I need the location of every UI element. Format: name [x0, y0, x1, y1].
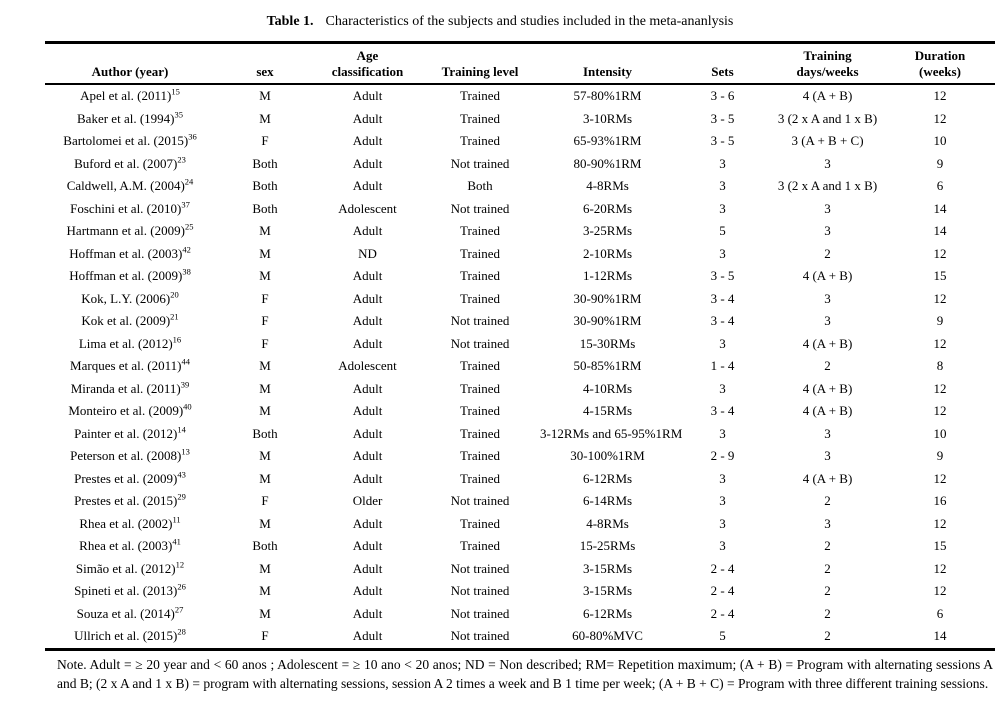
author-text: Kok, L.Y. (2006) [81, 290, 171, 306]
table-row [45, 243, 995, 266]
cell-duration: 9 [936, 155, 944, 171]
cell-sets: 3 - 4 [710, 403, 735, 418]
reference-superscript: 42 [182, 244, 191, 255]
cell-days: 4 (A + B) [802, 470, 853, 486]
cell-sex: M [259, 110, 271, 126]
column-header-sex: sex [215, 43, 315, 85]
cell-training: Trained [460, 515, 500, 531]
reference-superscript: 37 [181, 199, 190, 210]
cell-days: 2 [824, 538, 831, 553]
cell-intensity: 6-14RMs [582, 493, 633, 508]
cell-days: 3 [824, 425, 831, 441]
cell-intensity: 15-30RMs [579, 335, 636, 351]
table-row [45, 400, 995, 423]
cell-age: Adult [352, 605, 383, 621]
cell-duration: 8 [936, 358, 944, 373]
cell-sex: F [261, 493, 269, 508]
cell-sets: 2 - 4 [710, 560, 735, 576]
cell-intensity: 1-12RMs [582, 268, 633, 283]
author-text: Spineti et al. (2013) [74, 583, 178, 598]
column-header-intensity: Intensity [540, 43, 675, 85]
reference-superscript: 39 [180, 379, 190, 390]
cell-duration: 14 [933, 628, 947, 643]
cell-author [45, 558, 215, 581]
reference-superscript: 25 [184, 221, 194, 232]
reference-superscript: 44 [181, 356, 190, 367]
cell-author [45, 265, 215, 288]
reference-superscript: 24 [184, 176, 194, 187]
reference-superscript: 29 [177, 491, 186, 502]
author-text: Caldwell, A.M. (2004) [66, 178, 185, 193]
cell-sex: M [259, 605, 271, 621]
author-text: Prestes et al. (2009) [74, 470, 178, 486]
cell-sex: F [261, 335, 269, 351]
cell-age: Adolescent [338, 358, 397, 373]
author-text: Simão et al. (2012) [75, 560, 176, 576]
cell-age: Adult [352, 448, 383, 463]
table-row [45, 175, 995, 198]
cell-sets: 3 - 5 [710, 268, 735, 283]
table-header [45, 43, 995, 85]
author-text: Baker et al. (1994) [77, 110, 175, 126]
table-row [45, 603, 995, 626]
cell-author [45, 490, 215, 513]
table-row [45, 153, 995, 176]
cell-days: 3 [824, 448, 831, 463]
cell-intensity: 3-15RMs [582, 583, 633, 598]
table-row [45, 558, 995, 581]
cell-intensity: 65-93%1RM [573, 133, 642, 148]
cell-age: Adult [352, 290, 383, 306]
cell-age: Adult [352, 335, 383, 351]
reference-superscript: 14 [177, 424, 186, 435]
cell-days: 2 [824, 560, 831, 576]
cell-intensity: 80-90%1RM [573, 155, 642, 171]
author-text: Hoffman et al. (2003) [69, 245, 183, 261]
cell-age: Adult [352, 178, 383, 193]
cell-intensity: 30-90%1RM [573, 313, 642, 328]
cell-training: Not trained [450, 605, 510, 621]
cell-sets: 5 [719, 223, 726, 238]
author-text: Rhea et al. (2002) [79, 515, 173, 531]
cell-training: Not trained [450, 628, 510, 643]
cell-duration: 12 [933, 245, 947, 261]
cell-duration: 12 [933, 403, 947, 418]
table-row [45, 310, 995, 333]
cell-age: Adult [352, 403, 383, 418]
cell-days: 2 [824, 245, 831, 261]
cell-duration: 12 [933, 583, 947, 598]
cell-intensity: 6-12RMs [582, 470, 633, 486]
table-row [45, 333, 995, 356]
cell-days: 2 [824, 493, 831, 508]
cell-days: 3 [824, 313, 831, 328]
cell-sets: 2 - 9 [710, 448, 735, 463]
cell-duration: 12 [933, 290, 947, 306]
cell-sex: M [259, 403, 271, 418]
cell-age: Adult [352, 380, 383, 396]
cell-sets: 3 - 6 [710, 88, 735, 103]
cell-days: 2 [824, 358, 831, 373]
cell-author [45, 288, 215, 311]
cell-training: Trained [460, 223, 500, 238]
cell-training: Trained [460, 268, 500, 283]
author-text: Apel et al. (2011) [80, 88, 172, 103]
header-row [45, 43, 995, 85]
cell-sex: M [259, 448, 271, 463]
cell-training: Not trained [450, 313, 510, 328]
cell-days: 3 [824, 200, 831, 216]
cell-author [45, 310, 215, 333]
cell-age: Adult [352, 155, 383, 171]
cell-author [45, 535, 215, 558]
cell-sets: 3 [719, 515, 726, 531]
cell-duration: 12 [933, 110, 947, 126]
author-text: Hoffman et al. (2009) [69, 268, 183, 283]
cell-training: Not trained [450, 155, 510, 171]
table-number-label: Table 1. [266, 14, 314, 29]
reference-superscript: 40 [183, 401, 192, 412]
table-row [45, 198, 995, 221]
cell-days: 4 (A + B) [802, 380, 853, 396]
author-text: Painter et al. (2012) [74, 425, 178, 441]
cell-training: Trained [460, 448, 500, 463]
cell-age: Adult [352, 470, 383, 486]
cell-duration: 12 [933, 515, 947, 531]
author-text: Marques et al. (2011) [70, 358, 182, 373]
table-row [45, 625, 995, 649]
column-header-age: Age classification [315, 43, 420, 85]
table-caption-text: Characteristics of the subjects and studies included in the meta-ananlysis [325, 14, 734, 29]
cell-sets: 3 [719, 200, 726, 216]
cell-author [45, 445, 215, 468]
cell-days: 4 (A + B) [802, 268, 853, 283]
reference-superscript: 23 [177, 154, 186, 165]
table-footnote: Note. Adult = ≥ 20 year and < 60 anos ; Adolescent = ≥ 10 ano < 20 anos; ND = Non described; RM= Repetition maximum; (A + B) = Program with alternating sessions A and B; (2 x A and 1 x B) = program with alternating sessions, session A 2 times a week and B 1 time per week; (A + B + C) = Program with three different training sessions. [57, 656, 993, 691]
cell-author [45, 198, 215, 221]
cell-sets: 3 [719, 538, 726, 553]
cell-sex: Both [252, 178, 278, 193]
cell-training: Not trained [450, 200, 510, 216]
cell-sex: M [259, 245, 271, 261]
cell-author [45, 355, 215, 378]
cell-age: Adult [352, 313, 383, 328]
cell-author [45, 423, 215, 446]
table-row [45, 108, 995, 131]
cell-author [45, 603, 215, 626]
cell-sets: 3 - 5 [710, 110, 735, 126]
cell-sets: 3 [719, 155, 726, 171]
cell-training: Trained [460, 425, 500, 441]
cell-duration: 9 [936, 313, 944, 328]
table-row [45, 535, 995, 558]
cell-author [45, 333, 215, 356]
cell-sex: M [259, 223, 271, 238]
table-row [45, 580, 995, 603]
author-text: Buford et al. (2007) [74, 155, 178, 171]
reference-superscript: 16 [172, 334, 182, 345]
cell-age: Adult [352, 88, 383, 103]
reference-superscript: 12 [175, 559, 185, 570]
cell-sets: 2 - 4 [710, 583, 735, 598]
author-text: Monteiro et al. (2009) [68, 403, 184, 418]
table-row [45, 355, 995, 378]
cell-training: Not trained [450, 493, 510, 508]
cell-days: 3 [824, 155, 831, 171]
reference-superscript: 27 [174, 604, 184, 615]
table-caption [0, 0, 1000, 31]
reference-superscript: 28 [177, 626, 186, 637]
cell-sex: Both [252, 200, 278, 216]
table-row [45, 220, 995, 243]
table-row [45, 288, 995, 311]
column-header-sets: Sets [675, 43, 770, 85]
cell-intensity: 57-80%1RM [573, 88, 642, 103]
cell-sex: Both [252, 538, 278, 553]
reference-superscript: 21 [170, 311, 179, 322]
cell-intensity: 30-100%1RM [570, 448, 645, 463]
cell-age: Adult [352, 538, 383, 553]
cell-age: Adult [352, 268, 383, 283]
cell-sets: 3 [719, 380, 726, 396]
reference-superscript: 36 [188, 131, 197, 142]
cell-age: Adult [352, 628, 383, 643]
cell-intensity: 4-8RMs [586, 178, 629, 193]
cell-sets: 3 [719, 245, 726, 261]
cell-sets: 3 [719, 493, 726, 508]
author-text: Ullrich et al. (2015) [74, 628, 178, 643]
cell-sex: F [261, 313, 269, 328]
cell-training: Not trained [450, 583, 510, 598]
table-row [45, 445, 995, 468]
cell-sex: M [259, 268, 271, 283]
table-row [45, 513, 995, 536]
cell-sex: F [261, 290, 269, 306]
cell-days: 2 [824, 583, 831, 598]
author-text: Bartolomei et al. (2015) [63, 133, 189, 148]
cell-intensity: 3-10RMs [582, 110, 633, 126]
cell-intensity: 6-12RMs [582, 605, 633, 621]
author-text: Souza et al. (2014) [76, 605, 175, 621]
cell-training: Trained [460, 380, 500, 396]
reference-superscript: 20 [170, 289, 179, 300]
cell-age: Adult [352, 223, 383, 238]
cell-author [45, 378, 215, 401]
cell-duration: 14 [933, 223, 947, 238]
column-header-author: Author (year) [45, 43, 215, 85]
cell-days: 2 [824, 605, 831, 621]
cell-duration: 14 [933, 200, 947, 216]
cell-duration: 6 [936, 178, 944, 193]
cell-author [45, 175, 215, 198]
cell-days: 4 (A + B) [802, 403, 853, 418]
author-text: Peterson et al. (2008) [70, 448, 182, 463]
cell-age: Adult [352, 583, 383, 598]
cell-training: Trained [460, 133, 500, 148]
cell-intensity: 4-8RMs [586, 515, 629, 531]
cell-sets: 3 - 4 [710, 290, 735, 306]
table-row [45, 265, 995, 288]
cell-age: ND [358, 245, 377, 261]
author-text: Lima et al. (2012) [78, 335, 173, 351]
cell-intensity: 30-90%1RM [573, 290, 642, 306]
cell-days: 3 [824, 515, 831, 531]
table-row [45, 468, 995, 491]
cell-days: 2 [824, 628, 831, 643]
characteristics-table [45, 41, 995, 651]
cell-author [45, 130, 215, 153]
cell-duration: 15 [933, 268, 947, 283]
cell-duration: 10 [933, 425, 947, 441]
cell-sex: M [259, 583, 271, 598]
cell-age: Adult [352, 110, 383, 126]
cell-days: 3 (2 x A and 1 x B) [777, 178, 878, 193]
cell-duration: 12 [933, 380, 947, 396]
cell-author [45, 243, 215, 266]
cell-training: Trained [460, 290, 500, 306]
cell-sex: M [259, 515, 271, 531]
cell-sets: 3 [719, 335, 726, 351]
reference-superscript: 11 [172, 514, 181, 525]
author-text: Hartmann et al. (2009) [66, 223, 185, 238]
cell-intensity: 3-25RMs [582, 223, 633, 238]
table-row [45, 130, 995, 153]
cell-duration: 10 [933, 133, 947, 148]
cell-sex: M [259, 470, 271, 486]
reference-superscript: 26 [177, 581, 186, 592]
cell-intensity: 50-85%1RM [573, 358, 642, 373]
reference-superscript: 35 [174, 109, 183, 120]
reference-superscript: 43 [177, 469, 186, 480]
cell-sets: 3 [719, 178, 726, 193]
cell-author [45, 580, 215, 603]
cell-training: Trained [460, 358, 500, 373]
author-text: Foschini et al. (2010) [70, 200, 182, 216]
cell-duration: 12 [933, 88, 947, 103]
cell-duration: 12 [933, 560, 947, 576]
cell-sex: M [259, 560, 271, 576]
cell-author [45, 513, 215, 536]
cell-intensity: 60-80%MVC [572, 628, 643, 643]
cell-training: Trained [460, 110, 500, 126]
cell-age: Adult [352, 133, 383, 148]
cell-sets: 2 - 4 [710, 605, 735, 621]
cell-duration: 15 [933, 538, 947, 553]
cell-sets: 5 [719, 628, 726, 643]
cell-training: Not trained [450, 560, 510, 576]
cell-duration: 9 [936, 448, 944, 463]
cell-age: Adult [352, 560, 383, 576]
cell-author [45, 468, 215, 491]
author-text: Rhea et al. (2003) [79, 538, 173, 553]
reference-superscript: 38 [182, 266, 191, 277]
reference-superscript: 13 [181, 446, 190, 457]
cell-sets: 3 [719, 425, 726, 441]
reference-superscript: 41 [172, 536, 181, 547]
cell-duration: 16 [933, 493, 947, 508]
cell-author [45, 108, 215, 131]
cell-sex: Both [252, 425, 278, 441]
cell-sets: 1 - 4 [710, 358, 735, 373]
cell-intensity: 3-12RMs and 65-95%1RM [540, 425, 683, 441]
cell-intensity: 6-20RMs [582, 200, 633, 216]
cell-training: Trained [460, 403, 500, 418]
cell-intensity: 4-10RMs [582, 380, 633, 396]
cell-training: Trained [460, 538, 500, 553]
cell-training: Trained [460, 470, 500, 486]
cell-sex: M [259, 380, 271, 396]
cell-sex: F [261, 628, 269, 643]
cell-days: 3 (2 x A and 1 x B) [777, 110, 878, 126]
cell-author [45, 625, 215, 649]
author-text: Prestes et al. (2015) [74, 493, 178, 508]
cell-intensity: 2-10RMs [582, 245, 633, 261]
cell-intensity: 15-25RMs [579, 538, 636, 553]
cell-author [45, 400, 215, 423]
cell-age: Adolescent [338, 200, 397, 216]
table-row [45, 84, 995, 108]
cell-training: Trained [460, 245, 500, 261]
cell-sets: 3 - 4 [710, 313, 735, 328]
author-text: Kok et al. (2009) [81, 313, 171, 328]
cell-duration: 12 [933, 470, 947, 486]
cell-duration: 6 [936, 605, 944, 621]
cell-sets: 3 [719, 470, 726, 486]
cell-intensity: 3-15RMs [582, 560, 633, 576]
cell-age: Adult [352, 515, 383, 531]
cell-days: 3 [824, 290, 831, 306]
cell-sex: M [259, 358, 271, 373]
cell-training: Both [467, 178, 493, 193]
reference-superscript: 15 [171, 86, 180, 97]
cell-days: 3 [824, 223, 831, 238]
cell-age: Older [352, 493, 383, 508]
cell-age: Adult [352, 425, 383, 441]
column-header-training: Training level [420, 43, 540, 85]
cell-sex: M [259, 88, 271, 103]
cell-training: Trained [460, 88, 500, 103]
column-header-duration: Duration (weeks) [885, 43, 995, 85]
table-body [45, 84, 995, 649]
cell-intensity: 4-15RMs [582, 403, 633, 418]
author-text: Miranda et al. (2011) [70, 380, 181, 396]
table-row [45, 378, 995, 401]
cell-days: 4 (A + B) [802, 335, 853, 351]
column-header-days: Training days/weeks [770, 43, 885, 85]
table-row [45, 490, 995, 513]
cell-duration: 12 [933, 335, 947, 351]
cell-days: 3 (A + B + C) [791, 133, 864, 148]
cell-sets: 3 - 5 [710, 133, 735, 148]
cell-author [45, 153, 215, 176]
table-row [45, 423, 995, 446]
cell-author [45, 220, 215, 243]
cell-sex: Both [252, 155, 278, 171]
cell-days: 4 (A + B) [802, 88, 853, 103]
cell-author [45, 84, 215, 108]
cell-training: Not trained [450, 335, 510, 351]
cell-sex: F [261, 133, 269, 148]
